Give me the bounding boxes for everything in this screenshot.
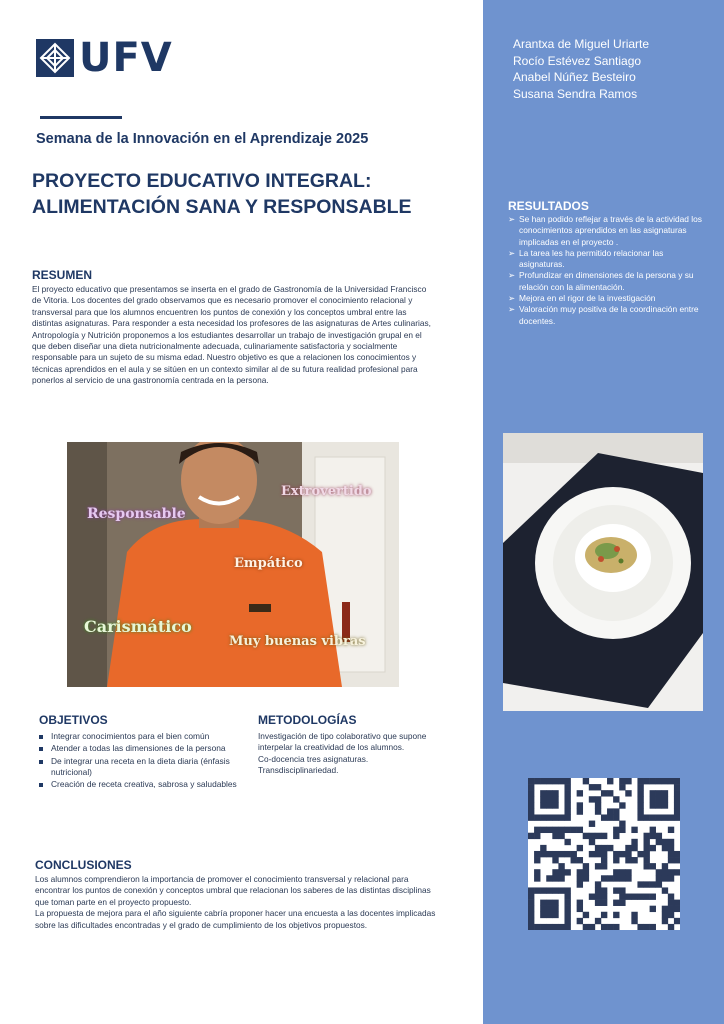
conclusiones-heading: CONCLUSIONES xyxy=(35,858,132,872)
ufv-logo-icon xyxy=(36,39,74,77)
logo-text: UFV xyxy=(79,35,173,81)
square-bullet-icon xyxy=(39,735,43,739)
poster-title xyxy=(32,168,472,220)
metodologias-heading: METODOLOGÍAS xyxy=(258,713,357,727)
author-name: Rocío Estévez Santiago xyxy=(513,53,642,68)
photo-word: Responsable xyxy=(87,506,186,522)
author-name: Susana Sendra Ramos xyxy=(513,86,638,101)
student-photo xyxy=(67,442,399,687)
conclusiones-text xyxy=(35,874,445,931)
list-item: Integrar conocimientos para el bien común xyxy=(37,731,237,742)
list-item: ➢ Se han podido reflejar a través de la actividad los conocimientos aprendidos en las asignaturas implicadas en el proyecto . xyxy=(508,214,702,247)
objetivos-heading: OBJETIVOS xyxy=(39,713,108,727)
resultados-list xyxy=(508,214,704,327)
square-bullet-icon xyxy=(39,760,43,764)
dish-photo xyxy=(503,433,703,711)
arrowhead-bullet-icon: ➢ xyxy=(508,214,516,224)
photo-word: Muy buenas vibras xyxy=(229,634,366,649)
event-name: Semana de la Innovación en el Aprendizaje 2025 xyxy=(36,131,369,147)
author-name: Anabel Núñez Besteiro xyxy=(513,70,636,84)
square-bullet-icon xyxy=(39,747,43,751)
arrowhead-bullet-icon: ➢ xyxy=(508,304,516,315)
metodologias-text xyxy=(258,731,440,777)
photo-word: Extrovertido xyxy=(281,484,372,499)
list-item: De integrar una receta en la dieta diaria (énfasis nutricional) xyxy=(37,756,237,779)
qr-code-icon[interactable] xyxy=(528,778,680,930)
arrowhead-bullet-icon: ➢ xyxy=(508,293,516,304)
resumen-heading: RESUMEN xyxy=(32,268,93,282)
photo-word: Empático xyxy=(234,556,303,571)
ufv-logo xyxy=(36,35,173,81)
author-name: Arantxa de Miguel Uriarte xyxy=(513,37,650,51)
title-line-1: PROYECTO EDUCATIVO INTEGRAL: xyxy=(32,170,372,192)
author-list xyxy=(513,36,649,102)
photo-word: Carismático xyxy=(84,617,192,636)
list-item: ➢ Mejora en el rigor de la investigación xyxy=(508,293,656,304)
objetivos-list xyxy=(37,731,237,791)
resumen-text: El proyecto educativo que presentamos se inserta en el grado de Gastronomía de la Universidad Francisco de Vitoria. Los docentes del grado observamos que es necesario promover el conocimiento relacional y transversal para que los alumnos encuentren los puntos de conexión y los conceptos umbral entre las distintas asignaturas. Para responder a esta necesidad los profesores de las asignaturas de Artes culinarias, Antropología y Nutrición proponemos a los estudiantes desarrollar un trabajo de investigación grupal en el que deben diseñar una dieta nutricionalmente adecuada, culinariamente satisfactoria y socialmente responsable para un sujeto de su misma edad. Nuestro objetivo es que a relacionen los conocimientos y técnicas aprendidos en el aula y se sitúen en un contexto similar al de su futura realidad profesional para ponerlos al servicio de una gastronomía centrada en la persona. xyxy=(32,284,431,386)
conclusiones-paragraph: Los alumnos comprendieron la importancia de promover el conocimiento transversal y relacional para encontrar los puntos de conexión y conceptos umbral que relacionan los saberes de las distintas disciplinas que toman parte en el proyecto propuesto. xyxy=(35,874,431,907)
header-rule xyxy=(40,116,122,119)
resultados-heading: RESULTADOS xyxy=(508,199,589,213)
list-item: Atender a todas las dimensiones de la persona xyxy=(37,743,237,754)
metodologias-line: Co-docencia tres asignaturas. xyxy=(258,753,369,764)
arrowhead-bullet-icon: ➢ xyxy=(508,270,516,281)
title-line-2: ALIMENTACIÓN SANA Y RESPONSABLE xyxy=(32,196,412,218)
metodologias-line: Investigación de tipo colaborativo que supone interpelar la creatividad de los alumnos. xyxy=(258,731,427,753)
square-bullet-icon xyxy=(39,783,43,787)
list-item: ➢ Profundizar en dimensiones de la persona y su relación con la alimentación. xyxy=(508,270,694,292)
list-item: ➢ Valoración muy positiva de la coordinación entre docentes. xyxy=(508,304,699,326)
arrowhead-bullet-icon: ➢ xyxy=(508,247,516,258)
list-item: Creación de receta creativa, sabrosa y saludables xyxy=(37,779,237,790)
metodologias-line: Transdisciplinariedad. xyxy=(258,765,339,776)
conclusiones-paragraph: La propuesta de mejora para el año siguiente cabría proponer hacer una encuesta a las docentes implicadas sobre las dificultades encontradas y el grado de cumplimiento de los objetivos propuestos. xyxy=(35,908,436,930)
list-item: ➢ La tarea les ha permitido relacionar las asignaturas. xyxy=(508,247,664,270)
